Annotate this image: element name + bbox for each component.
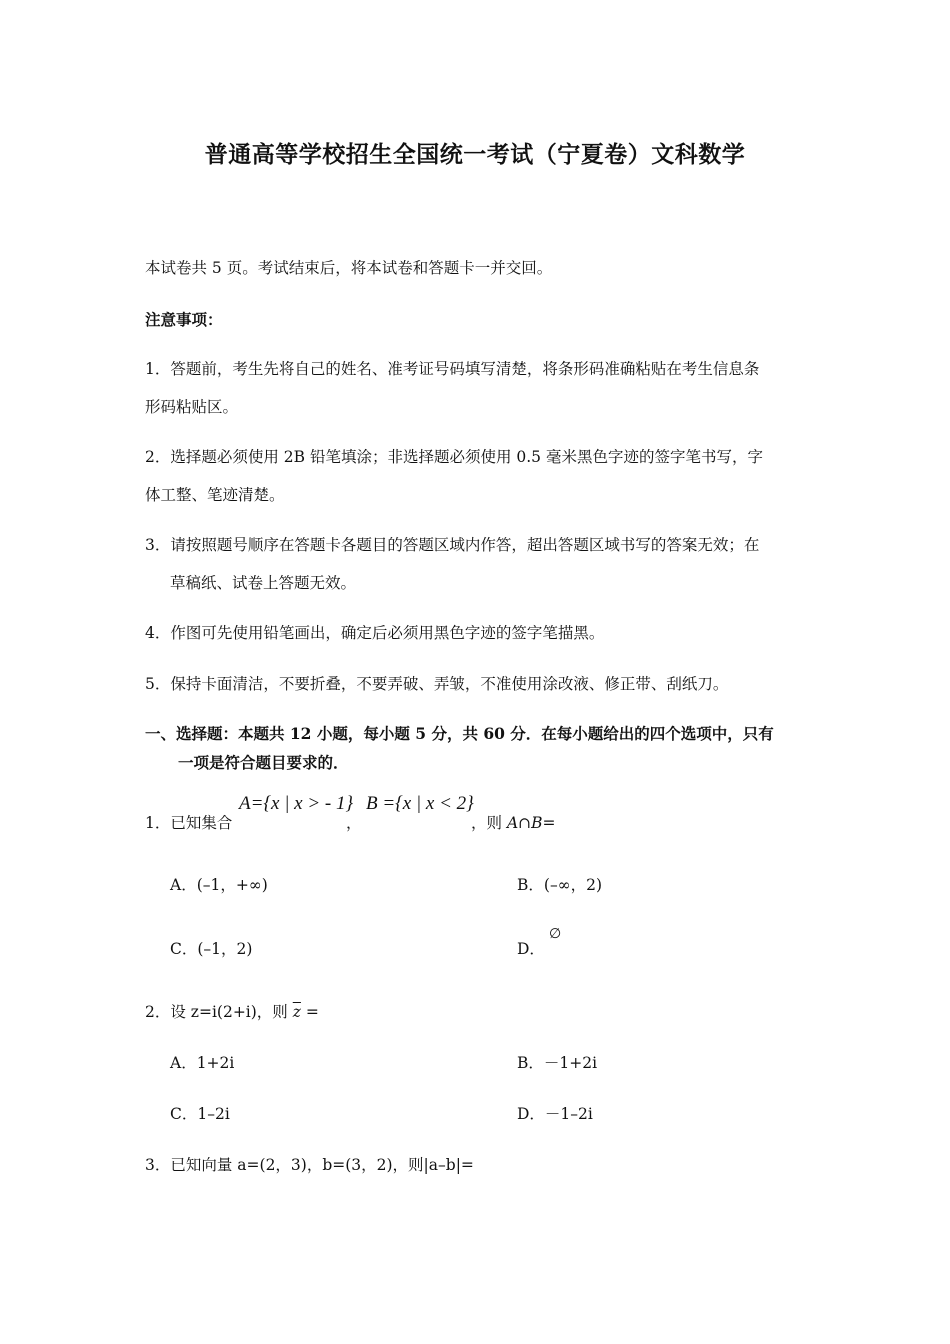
page-title: 普通高等学校招生全国统一考试（宁夏卷）文科数学 — [204, 141, 746, 168]
q2-conjugate-z: $\overline{z}$ — [292, 1003, 301, 1021]
notice-3-line1: 3．请按照题号顺序在答题卡各题目的答题区域内作答，超出答题区域书写的答案无效；在 — [145, 536, 760, 554]
notice-heading: 注意事项： — [145, 310, 223, 329]
q1-option-b: B．(–∞，2) — [517, 876, 603, 894]
notice-2-line2: 体工整、笔迹清楚。 — [145, 486, 285, 504]
q1-expression: A∩B= — [506, 814, 556, 832]
q2-equals: = — [300, 1003, 319, 1021]
empty-set-symbol: ∅ — [549, 926, 562, 942]
q1-suffix — [471, 813, 556, 833]
notice-4: 4．作图可先使用铅笔画出，确定后必须用黑色字迹的签字笔描黑。 — [145, 624, 605, 642]
q1-option-d: D． — [517, 940, 545, 958]
q1-set-b: B ={x | x < 2} — [366, 793, 474, 814]
notice-5: 5．保持卡面清洁，不要折叠，不要弄破、弄皱，不准使用涂改液、修正带、刮纸刀。 — [145, 675, 729, 693]
q2-option-b: B．－1+2i — [517, 1054, 598, 1072]
q2-option-d: D．－1–2i — [517, 1105, 593, 1123]
q3-stem: 3．已知向量 a=(2，3)，b=(3，2)，则|a–b|= — [145, 1156, 474, 1174]
q2-option-a: A．1+2i — [170, 1054, 235, 1072]
q2-stem — [145, 1002, 319, 1022]
section-1-heading-line1: 一、选择题：本题共 12 小题，每小题 5 分，共 60 分．在每小题给出的四个选项中，只有 — [145, 724, 774, 743]
section-1-heading-line2: 一项是符合题目要求的． — [178, 753, 349, 772]
notice-3-line2: 草稿纸、试卷上答题无效。 — [170, 574, 357, 592]
notice-1-line1: 1．答题前，考生先将自己的姓名、准考证号码填写清楚，将条形码准确粘贴在考生信息条 — [145, 360, 760, 378]
q1-option-c: C．(–1，2) — [170, 940, 253, 958]
q1-set-a: A={x | x > - 1} — [239, 793, 354, 814]
q2-prefix: 2．设 — [145, 1003, 191, 1021]
notice-2-line1: 2．选择题必须使用 2B 铅笔填涂；非选择题必须使用 0.5 毫米黑色字迹的签字笔书写，字 — [145, 448, 763, 466]
notice-1-line2: 形码粘贴区。 — [145, 398, 239, 416]
q1-option-a: A．(–1，+∞) — [170, 876, 268, 894]
q2-option-c: C．1–2i — [170, 1105, 230, 1123]
q1-separator: ， — [346, 814, 362, 832]
q1-suffix-text: ，则 — [471, 814, 507, 832]
q2-equation: z=i(2+i)，则 — [190, 1003, 293, 1021]
q1-prefix: 1．已知集合 — [145, 814, 233, 832]
intro-text: 本试卷共 5 页。考试结束后，将本试卷和答题卡一并交回。 — [145, 259, 553, 277]
